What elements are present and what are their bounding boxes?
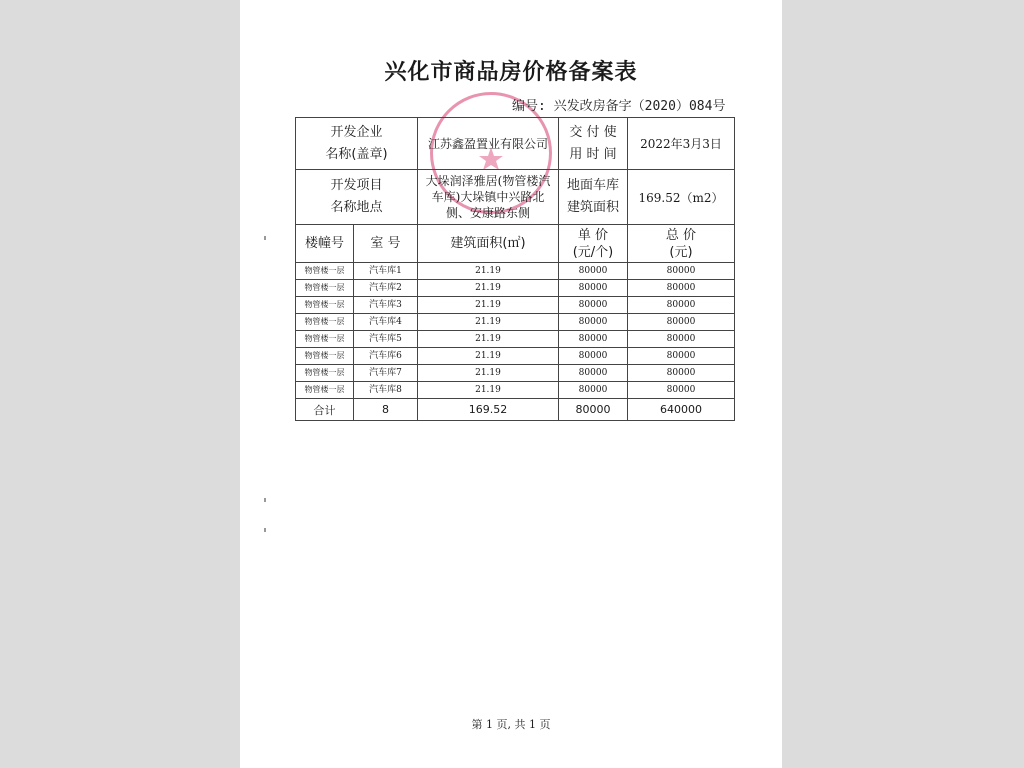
document-page bbox=[240, 0, 782, 768]
table-row bbox=[296, 382, 735, 399]
cell-building: 物管楼一层 bbox=[296, 297, 354, 314]
price-filing-table bbox=[295, 117, 735, 421]
table-row bbox=[296, 314, 735, 331]
table-row bbox=[296, 331, 735, 348]
total-total-price: 640000 bbox=[628, 399, 735, 421]
cell-unit-price: 80000 bbox=[559, 365, 628, 382]
cell-room: 汽车库5 bbox=[354, 331, 418, 348]
scan-mark bbox=[264, 498, 266, 502]
cell-building: 物管楼一层 bbox=[296, 382, 354, 399]
table-row bbox=[296, 348, 735, 365]
developer-value: 江苏鑫盈置业有限公司 bbox=[418, 118, 559, 170]
delivery-value: 2022年3月3日 bbox=[628, 118, 735, 170]
cell-unit-price: 80000 bbox=[559, 382, 628, 399]
cell-total-price: 80000 bbox=[628, 263, 735, 280]
cell-area: 21.19 bbox=[418, 263, 559, 280]
cell-room: 汽车库6 bbox=[354, 348, 418, 365]
header-room: 室 号 bbox=[354, 225, 418, 263]
cell-total-price: 80000 bbox=[628, 382, 735, 399]
project-row bbox=[296, 170, 735, 225]
cell-building: 物管楼一层 bbox=[296, 331, 354, 348]
column-header-row bbox=[296, 225, 735, 263]
cell-total-price: 80000 bbox=[628, 314, 735, 331]
cell-building: 物管楼一层 bbox=[296, 280, 354, 297]
cell-total-price: 80000 bbox=[628, 280, 735, 297]
total-area: 169.52 bbox=[418, 399, 559, 421]
developer-label: 开发企业 名称(盖章) bbox=[296, 118, 418, 170]
cell-unit-price: 80000 bbox=[559, 331, 628, 348]
cell-building: 物管楼一层 bbox=[296, 365, 354, 382]
cell-room: 汽车库8 bbox=[354, 382, 418, 399]
table-row bbox=[296, 263, 735, 280]
document-title: 兴化市商品房价格备案表 bbox=[384, 59, 638, 85]
cell-room: 汽车库7 bbox=[354, 365, 418, 382]
header-area: 建筑面积(㎡) bbox=[418, 225, 559, 263]
header-unit-price: 单 价 (元/个) bbox=[559, 225, 628, 263]
cell-total-price: 80000 bbox=[628, 331, 735, 348]
document-number: 编号: 兴发改房备字（2020）084号 bbox=[512, 99, 726, 114]
cell-building: 物管楼一层 bbox=[296, 348, 354, 365]
cell-total-price: 80000 bbox=[628, 348, 735, 365]
scan-mark bbox=[264, 528, 266, 532]
area-value: 169.52（m2） bbox=[628, 170, 735, 225]
cell-area: 21.19 bbox=[418, 382, 559, 399]
total-unit-price: 80000 bbox=[559, 399, 628, 421]
table-row bbox=[296, 280, 735, 297]
cell-unit-price: 80000 bbox=[559, 348, 628, 365]
cell-unit-price: 80000 bbox=[559, 280, 628, 297]
total-label: 合计 bbox=[296, 399, 354, 421]
cell-room: 汽车库3 bbox=[354, 297, 418, 314]
cell-area: 21.19 bbox=[418, 280, 559, 297]
cell-total-price: 80000 bbox=[628, 297, 735, 314]
cell-unit-price: 80000 bbox=[559, 297, 628, 314]
header-total-price: 总 价 (元) bbox=[628, 225, 735, 263]
header-building: 楼幢号 bbox=[296, 225, 354, 263]
total-row bbox=[296, 399, 735, 421]
cell-room: 汽车库1 bbox=[354, 263, 418, 280]
page-footer: 第 1 页, 共 1 页 bbox=[471, 718, 551, 731]
cell-area: 21.19 bbox=[418, 297, 559, 314]
project-label: 开发项目 名称地点 bbox=[296, 170, 418, 225]
cell-unit-price: 80000 bbox=[559, 314, 628, 331]
table-row bbox=[296, 365, 735, 382]
project-value: 大垛润泽雅居(物管楼汽车库)大垛镇中兴路北侧、安康路东侧 bbox=[418, 170, 559, 225]
area-label: 地面车库 建筑面积 bbox=[559, 170, 628, 225]
cell-area: 21.19 bbox=[418, 365, 559, 382]
cell-area: 21.19 bbox=[418, 314, 559, 331]
cell-unit-price: 80000 bbox=[559, 263, 628, 280]
cell-total-price: 80000 bbox=[628, 365, 735, 382]
total-count: 8 bbox=[354, 399, 418, 421]
cell-area: 21.19 bbox=[418, 348, 559, 365]
cell-building: 物管楼一层 bbox=[296, 314, 354, 331]
developer-row bbox=[296, 118, 735, 170]
cell-room: 汽车库4 bbox=[354, 314, 418, 331]
table-row bbox=[296, 297, 735, 314]
scan-mark bbox=[264, 236, 266, 240]
delivery-label: 交 付 使 用 时 间 bbox=[559, 118, 628, 170]
cell-room: 汽车库2 bbox=[354, 280, 418, 297]
cell-area: 21.19 bbox=[418, 331, 559, 348]
cell-building: 物管楼一层 bbox=[296, 263, 354, 280]
